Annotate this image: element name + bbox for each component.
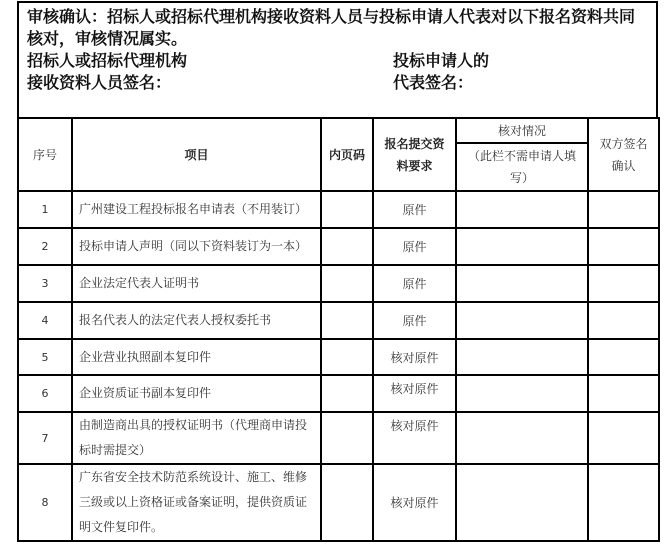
table-row [18,191,659,228]
applicant-signature-label: 投标申请人的代表签名： [393,51,490,92]
header-page: 内页码 [321,118,373,191]
header-seq: 序号 [18,118,72,191]
row-item: 广州建设工程投标报名申请表（不用装订） [72,191,321,228]
row-check-cell[interactable] [456,191,588,228]
row-sign-cell[interactable] [588,375,659,412]
agency-signature-label: 招标人或招标代理机构接收资料人员签名： [27,51,188,92]
table-row [18,464,659,541]
row-item: 由制造商出具的授权证明书（代理商申请投标时需提交） [72,412,321,464]
row-seq: 5 [18,339,72,375]
table-row [18,412,659,464]
row-sign-cell[interactable] [588,339,659,375]
table-row [18,339,659,375]
header-sign: 双方签名确认 [588,118,659,191]
row-item: 广东省安全技术防范系统设计、施工、维修三级或以上资格证或备案证明，提供资质证明文件复印件。 [72,464,321,541]
row-page-cell[interactable] [321,302,373,339]
header-check: 核对情况 [456,118,588,143]
row-seq: 3 [18,265,72,302]
row-requirement: 原件 [373,302,456,339]
row-seq: 4 [18,302,72,339]
row-page-cell[interactable] [321,375,373,412]
row-seq: 2 [18,228,72,265]
row-sign-cell[interactable] [588,228,659,265]
header-item: 项目 [72,118,321,191]
row-item: 企业资质证书副本复印件 [72,375,321,412]
row-requirement: 原件 [373,265,456,302]
row-check-cell[interactable] [456,375,588,412]
row-item: 报名代表人的法定代表人授权委托书 [72,302,321,339]
row-page-cell[interactable] [321,191,373,228]
registration-checklist-page [17,1,658,542]
row-check-cell[interactable] [456,265,588,302]
row-requirement: 核对原件 [373,464,456,541]
row-page-cell[interactable] [321,464,373,541]
row-sign-cell[interactable] [588,464,659,541]
row-check-cell[interactable] [456,228,588,265]
row-item: 企业营业执照副本复印件 [72,339,321,375]
row-item: 投标申请人声明（同以下资料装订为一本） [72,228,321,265]
header-check-note: （此栏不需申请人填写） [456,143,588,191]
row-check-cell[interactable] [456,412,588,464]
table-row [18,375,659,412]
row-page-cell[interactable] [321,228,373,265]
table-row [18,228,659,265]
confirmation-box [17,1,658,117]
header-requirement: 报名提交资料要求 [373,118,456,191]
row-check-cell[interactable] [456,339,588,375]
row-page-cell[interactable] [321,339,373,375]
table-row [18,265,659,302]
row-page-cell[interactable] [321,265,373,302]
row-sign-cell[interactable] [588,191,659,228]
row-item: 企业法定代表人证明书 [72,265,321,302]
row-requirement: 核对原件 [373,375,456,412]
table-row [18,302,659,339]
row-requirement: 原件 [373,228,456,265]
row-requirement: 原件 [373,191,456,228]
row-check-cell[interactable] [456,302,588,339]
row-sign-cell[interactable] [588,302,659,339]
confirmation-statement: 审核确认：招标人或招标代理机构接收资料人员与投标申请人代表对以下报名资料共同核对，审核情况属实。 [27,7,636,48]
row-page-cell[interactable] [321,412,373,464]
row-seq: 6 [18,375,72,412]
row-sign-cell[interactable] [588,265,659,302]
row-seq: 8 [18,464,72,541]
row-sign-cell[interactable] [588,412,659,464]
row-seq: 7 [18,412,72,464]
row-seq: 1 [18,191,72,228]
row-requirement: 核对原件 [373,412,456,464]
row-requirement: 核对原件 [373,339,456,375]
checklist-table [17,117,660,542]
row-check-cell[interactable] [456,464,588,541]
